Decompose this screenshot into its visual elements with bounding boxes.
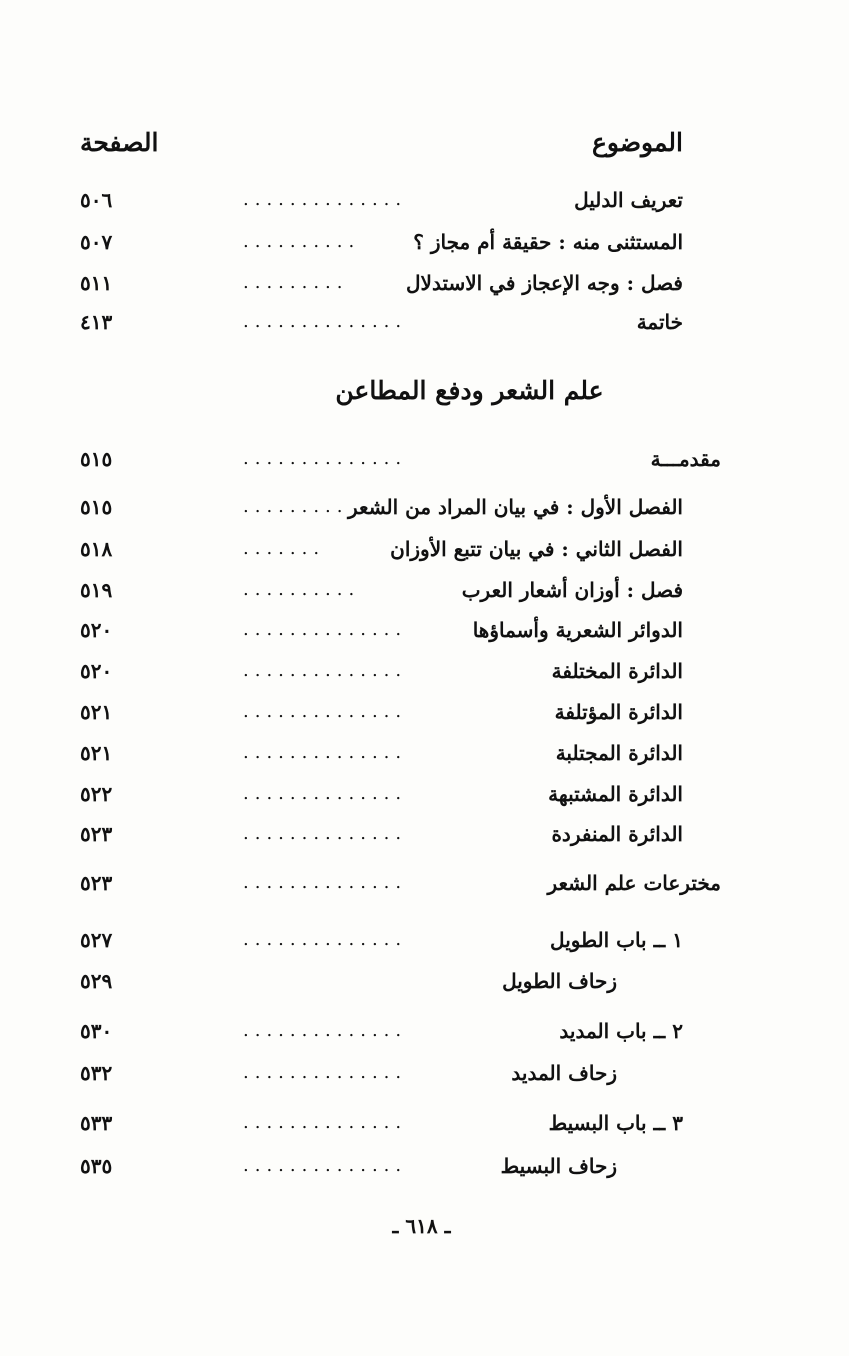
leader-dots: .............. [243, 1155, 408, 1176]
subject-column-label: الموضوع [592, 128, 683, 157]
leader-dots: .............. [243, 448, 408, 469]
toc-entry-page: ٤١٣ [80, 310, 113, 334]
page-number: ـ ٦١٨ ـ [392, 1214, 451, 1238]
leader-dots: ....... [243, 538, 326, 559]
leader-dots: .............. [243, 701, 408, 722]
toc-entry-title: زحاف البسيط [500, 1154, 617, 1178]
toc-entry-title: مقدمـــة [650, 447, 721, 471]
toc-entry-page: ٥٢٢ [80, 782, 113, 806]
toc-entry-title: الدائرة المختلفة [551, 659, 683, 683]
toc-entry-title: زحاف الطويل [502, 969, 617, 993]
toc-entry [80, 1147, 617, 1185]
toc-entry [80, 303, 683, 341]
toc-entry-page: ٥٢٩ [80, 969, 113, 993]
toc-entry-page: ٥٣٣ [80, 1111, 113, 1135]
leader-dots: .............. [243, 189, 408, 210]
leader-dots: .............. [243, 1020, 408, 1041]
toc-entry-page: ٥٢٠ [80, 618, 113, 642]
toc-entry-title: خاتمة [636, 310, 683, 334]
toc-entry [80, 571, 683, 609]
leader-dots: .............. [243, 311, 408, 332]
toc-header [80, 128, 683, 172]
toc-entry [80, 1012, 683, 1050]
leader-dots: .......... [243, 231, 361, 252]
leader-dots: .............. [243, 1112, 408, 1133]
toc-entry [80, 611, 683, 649]
toc-entry-title: الدائرة المشتبهة [548, 782, 683, 806]
toc-entry [80, 775, 683, 813]
toc-entry-page: ٥٠٦ [80, 188, 113, 212]
toc-entry [80, 921, 683, 959]
toc-entry [80, 864, 721, 902]
toc-entry-page: ٥٢١ [80, 700, 113, 724]
toc-entry-title: الدوائر الشعرية وأسماؤها [472, 618, 683, 642]
leader-dots: .............. [243, 823, 408, 844]
toc-entry-title: مخترعات علم الشعر [547, 871, 721, 895]
toc-entry-title: فصل : وجه الإعجاز في الاستدلال [406, 271, 683, 295]
leader-dots: .............. [243, 742, 408, 763]
toc-entry [80, 693, 683, 731]
leader-dots: .............. [243, 783, 408, 804]
toc-entry-title: ٣ ــ باب البسيط [548, 1111, 683, 1135]
toc-entry-page: ٥٣٢ [80, 1061, 113, 1085]
toc-entry [80, 815, 683, 853]
toc-entry-page: ٥١١ [80, 271, 113, 295]
toc-entry-page: ٥٢٣ [80, 871, 113, 895]
toc-entry [80, 530, 683, 568]
leader-dots: ......... [243, 496, 349, 517]
toc-entry-page: ٥١٨ [80, 537, 113, 561]
toc-entry-page: ٥٣٥ [80, 1154, 113, 1178]
toc-entry-page: ٥٢٧ [80, 928, 113, 952]
page-column-label: الصفحة [80, 128, 159, 157]
toc-entry [80, 734, 683, 772]
leader-dots: ......... [243, 272, 349, 293]
toc-entry [80, 264, 683, 302]
toc-entry-page: ٥٢٠ [80, 659, 113, 683]
toc-entry-page: ٥١٩ [80, 578, 113, 602]
toc-entry-page: ٥٢٣ [80, 822, 113, 846]
toc-entry-title: ١ ــ باب الطويل [550, 928, 683, 952]
toc-entry [80, 181, 683, 219]
leader-dots: .............. [243, 1062, 408, 1083]
toc-entry-page: ٥٢١ [80, 741, 113, 765]
leader-dots: .............. [243, 872, 408, 893]
toc-entry [80, 962, 617, 1000]
toc-entry-title: الدائرة المؤتلفة [554, 700, 683, 724]
toc-entry [80, 1104, 683, 1142]
toc-entry-title: الدائرة المجتلبة [555, 741, 683, 765]
toc-entry-title: فصل : أوزان أشعار العرب [461, 578, 683, 602]
toc-entry-title: الدائرة المنفردة [551, 822, 683, 846]
toc-entry-title: المستثنى منه : حقيقة أم مجاز ؟ [413, 230, 683, 254]
toc-entry-page: ٥٠٧ [80, 230, 113, 254]
leader-dots: .............. [243, 929, 408, 950]
leader-dots: .............. [243, 660, 408, 681]
toc-entry-title: الفصل الأول : في بيان المراد من الشعر [348, 495, 683, 519]
toc-entry-title: الفصل الثاني : في بيان تتبع الأوزان [390, 537, 683, 561]
toc-entry [80, 488, 683, 526]
toc-entry-page: ٥١٥ [80, 495, 113, 519]
toc-entry [80, 223, 683, 261]
toc-entry-title: زحاف المديد [511, 1061, 617, 1085]
section-title: علم الشعر ودفع المطاعن [335, 376, 604, 405]
leader-dots: .......... [243, 579, 361, 600]
toc-entry-title: تعريف الدليل [574, 188, 683, 212]
toc-entry [80, 652, 683, 690]
toc-entry-page: ٥٣٠ [80, 1019, 113, 1043]
toc-entry [80, 440, 721, 478]
leader-dots: .............. [243, 619, 408, 640]
toc-entry-title: ٢ ــ باب المديد [559, 1019, 683, 1043]
toc-entry [80, 1054, 617, 1092]
toc-entry-page: ٥١٥ [80, 447, 113, 471]
